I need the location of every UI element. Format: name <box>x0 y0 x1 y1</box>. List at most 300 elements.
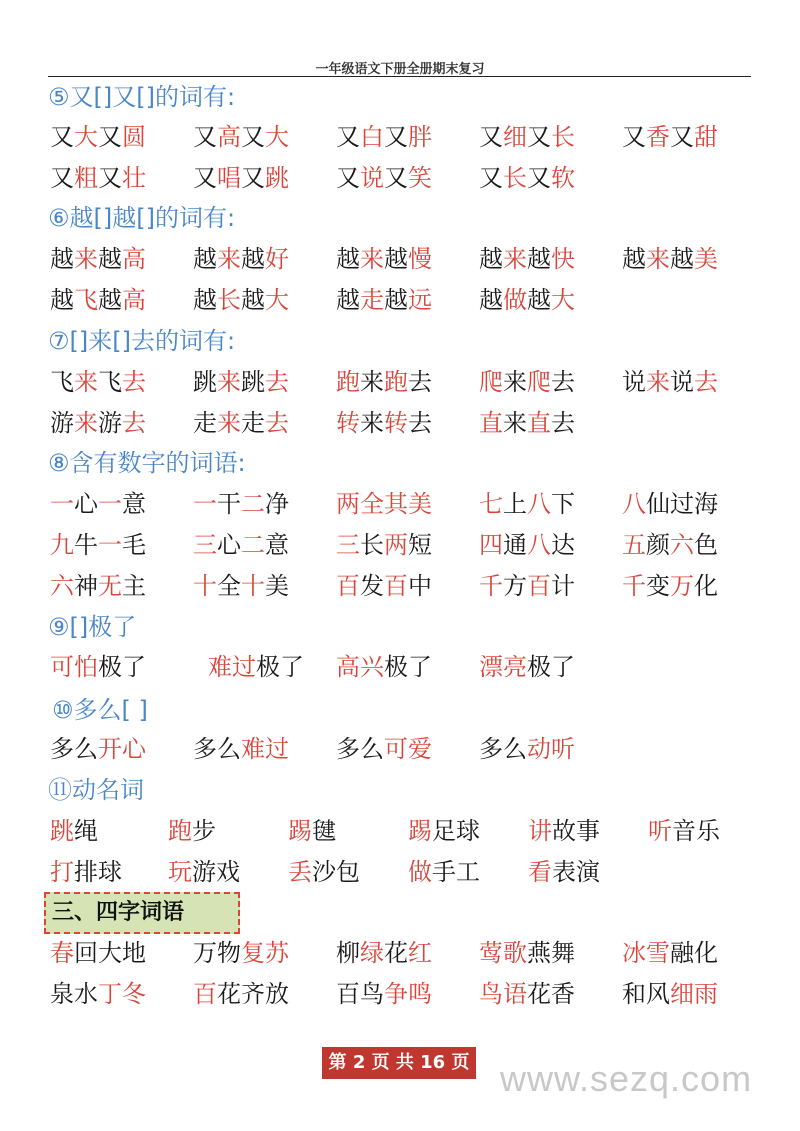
plain-char: 越 <box>670 245 694 273</box>
plain-char: 化 <box>694 572 718 600</box>
vocab-word <box>336 284 432 316</box>
vocab-word <box>622 488 718 520</box>
plain-char: 回大地 <box>74 939 146 967</box>
highlighted-char: 去 <box>122 409 146 437</box>
vocab-word <box>336 978 432 1010</box>
plain-char: 去 <box>551 409 575 437</box>
vocab-word <box>50 284 146 316</box>
vocab-word <box>50 856 122 888</box>
highlighted-char: 八 <box>527 490 551 518</box>
plain-char: 跳 <box>241 368 265 396</box>
plain-char: 来 <box>503 409 527 437</box>
plain-char: 全 <box>217 572 241 600</box>
highlighted-char: 一 <box>50 490 74 518</box>
plain-char: 短 <box>408 531 432 559</box>
highlighted-char: 两全其美 <box>336 490 432 518</box>
vocab-word <box>193 162 289 194</box>
highlighted-char: 来 <box>646 245 670 273</box>
highlighted-char: 去 <box>694 368 718 396</box>
highlighted-char: 听 <box>648 817 672 845</box>
plain-char: 故事 <box>552 817 600 845</box>
plain-char: 游 <box>98 409 122 437</box>
vocab-word <box>479 529 575 561</box>
plain-char: 走 <box>193 409 217 437</box>
plain-char: 越 <box>384 245 408 273</box>
highlighted-char: 十 <box>241 572 265 600</box>
plain-char: 燕舞 <box>527 939 575 967</box>
highlighted-char: 八 <box>527 531 551 559</box>
vocab-word <box>193 978 289 1010</box>
plain-char: 色 <box>694 531 718 559</box>
plain-char: 越 <box>336 286 360 314</box>
highlighted-char: 长 <box>503 164 527 192</box>
vocab-word <box>622 366 718 398</box>
vocab-word <box>622 937 718 969</box>
highlighted-char: 跳 <box>265 164 289 192</box>
plain-char: 颜 <box>646 531 670 559</box>
highlighted-char: 大 <box>551 286 575 314</box>
vocab-word <box>479 937 575 969</box>
plain-char: 中 <box>408 572 432 600</box>
vocab-word <box>336 407 432 439</box>
highlighted-char: 说 <box>360 164 384 192</box>
plain-char: 计 <box>551 572 575 600</box>
vocab-word <box>622 978 718 1010</box>
plain-char: 越 <box>98 286 122 314</box>
highlighted-char: 百 <box>193 980 217 1008</box>
plain-char: 又 <box>336 123 360 151</box>
plain-char: 越 <box>336 245 360 273</box>
highlighted-char: 一 <box>98 531 122 559</box>
vocab-word <box>479 284 575 316</box>
section-heading: ⑥越[]越[]的词有: <box>48 204 236 232</box>
vocab-word <box>622 570 718 602</box>
plain-char: 净 <box>265 490 289 518</box>
highlighted-char: 转 <box>336 409 360 437</box>
highlighted-char: 好 <box>265 245 289 273</box>
vocab-word <box>336 488 432 520</box>
highlighted-char: 一 <box>193 490 217 518</box>
plain-char: 走 <box>241 409 265 437</box>
vocab-word <box>479 121 575 153</box>
plain-char: 又 <box>50 164 74 192</box>
vocab-word <box>336 366 432 398</box>
highlighted-char: 讲 <box>528 817 552 845</box>
plain-char: 去 <box>408 368 432 396</box>
highlighted-char: 莺歌 <box>479 939 527 967</box>
vocab-word <box>50 407 146 439</box>
plain-char: 毛 <box>122 531 146 559</box>
vocab-word <box>50 529 146 561</box>
highlighted-char: 跑 <box>168 817 192 845</box>
highlighted-char: 踢 <box>408 817 432 845</box>
plain-char: 又 <box>479 123 503 151</box>
highlighted-char: 长 <box>551 123 575 151</box>
vocab-word <box>193 733 289 765</box>
vocab-word <box>479 570 575 602</box>
highlighted-char: 五 <box>622 531 646 559</box>
highlighted-char: 走 <box>360 286 384 314</box>
plain-char: 多么 <box>193 735 241 763</box>
vocab-word <box>50 121 146 153</box>
vocab-word <box>528 815 600 847</box>
highlighted-char: 可爱 <box>384 735 432 763</box>
highlighted-char: 二 <box>241 490 265 518</box>
plain-char: 心 <box>217 531 241 559</box>
vocab-word <box>479 366 575 398</box>
plain-char: 融化 <box>670 939 718 967</box>
vocab-word <box>336 937 432 969</box>
highlighted-char: 四 <box>479 531 503 559</box>
vocab-word <box>479 488 575 520</box>
plain-char: 花 <box>384 939 408 967</box>
highlighted-char: 软 <box>551 164 575 192</box>
plain-char: 越 <box>479 245 503 273</box>
highlighted-char: 来 <box>74 368 98 396</box>
highlighted-char: 来 <box>74 409 98 437</box>
plain-char: 又 <box>193 123 217 151</box>
plain-char: 意 <box>122 490 146 518</box>
highlighted-char: 直 <box>479 409 503 437</box>
vocab-word <box>336 162 432 194</box>
plain-char: 去 <box>551 368 575 396</box>
vocab-word <box>336 121 432 153</box>
highlighted-char: 笑 <box>408 164 432 192</box>
highlighted-char: 来 <box>503 245 527 273</box>
highlighted-char: 甜 <box>694 123 718 151</box>
plain-char: 又 <box>193 164 217 192</box>
plain-char: 又 <box>336 164 360 192</box>
plain-char: 意 <box>265 531 289 559</box>
highlighted-char: 去 <box>265 368 289 396</box>
site-watermark: www.sezq.com <box>500 1058 753 1099</box>
highlighted-char: 来 <box>217 245 241 273</box>
plain-char: 飞 <box>98 368 122 396</box>
plain-char: 排球 <box>74 858 122 886</box>
plain-char: 心 <box>74 490 98 518</box>
highlighted-char: 圆 <box>122 123 146 151</box>
plain-char: 游戏 <box>192 858 240 886</box>
highlighted-char: 转 <box>384 409 408 437</box>
plain-char: 又 <box>527 123 551 151</box>
highlighted-char: 大 <box>265 123 289 151</box>
vocab-word <box>193 284 289 316</box>
plain-char: 仙过海 <box>646 490 718 518</box>
highlighted-char: 高 <box>122 245 146 273</box>
plain-char: 下 <box>551 490 575 518</box>
plain-char: 音乐 <box>672 817 720 845</box>
highlighted-char: 千 <box>479 572 503 600</box>
plain-char: 长 <box>360 531 384 559</box>
vocab-word <box>288 856 360 888</box>
plain-char: 又 <box>50 123 74 151</box>
highlighted-char: 六 <box>50 572 74 600</box>
plain-char: 变 <box>646 572 670 600</box>
highlighted-char: 大 <box>265 286 289 314</box>
vocab-word <box>50 570 146 602</box>
highlighted-char: 万 <box>670 572 694 600</box>
vocab-word <box>479 978 575 1010</box>
highlighted-char: 玩 <box>168 858 192 886</box>
highlighted-char: 爬 <box>527 368 551 396</box>
vocab-word <box>50 366 146 398</box>
highlighted-char: 红 <box>408 939 432 967</box>
plain-char: 越 <box>193 245 217 273</box>
highlighted-char: 难过 <box>208 653 256 681</box>
plain-char: 和风 <box>622 980 670 1008</box>
highlighted-char: 高兴 <box>336 653 384 681</box>
highlighted-char: 长 <box>217 286 241 314</box>
highlighted-char: 慢 <box>408 245 432 273</box>
plain-char: 极了 <box>384 653 432 681</box>
plain-char: 发 <box>360 572 384 600</box>
highlighted-char: 动听 <box>527 735 575 763</box>
highlighted-char: 七 <box>479 490 503 518</box>
section-heading: ⑪动名词 <box>48 776 144 804</box>
plain-char: 花香 <box>527 980 575 1008</box>
highlighted-char: 胖 <box>408 123 432 151</box>
highlighted-char: 爬 <box>479 368 503 396</box>
highlighted-char: 粗 <box>74 164 98 192</box>
highlighted-char: 跳 <box>50 817 74 845</box>
vocab-word <box>479 733 575 765</box>
plain-char: 越 <box>193 286 217 314</box>
highlighted-char: 快 <box>551 245 575 273</box>
plain-char: 又 <box>384 123 408 151</box>
highlighted-char: 八 <box>622 490 646 518</box>
plain-char: 柳 <box>336 939 360 967</box>
vocab-word <box>168 815 216 847</box>
highlighted-char: 百 <box>527 572 551 600</box>
plain-char: 绳 <box>74 817 98 845</box>
section-heading-four-char-words: 三、四字词语 <box>44 892 240 934</box>
highlighted-char: 做 <box>503 286 527 314</box>
vocab-word <box>50 937 146 969</box>
document-header-title: 一年级语文下册全册期末复习 <box>315 62 485 77</box>
plain-char: 又 <box>98 123 122 151</box>
vocab-word <box>336 243 432 275</box>
plain-char: 又 <box>241 164 265 192</box>
highlighted-char: 香 <box>646 123 670 151</box>
highlighted-char: 飞 <box>74 286 98 314</box>
plain-char: 美 <box>265 572 289 600</box>
plain-char: 毽 <box>312 817 336 845</box>
vocab-word <box>50 488 146 520</box>
highlighted-char: 六 <box>670 531 694 559</box>
vocab-word <box>648 815 720 847</box>
plain-char: 沙包 <box>312 858 360 886</box>
vocab-word <box>622 243 718 275</box>
plain-char: 极了 <box>98 653 146 681</box>
highlighted-char: 直 <box>527 409 551 437</box>
highlighted-char: 来 <box>217 409 241 437</box>
plain-char: 又 <box>670 123 694 151</box>
plain-char: 去 <box>408 409 432 437</box>
vocab-word <box>50 978 146 1010</box>
highlighted-char: 壮 <box>122 164 146 192</box>
highlighted-char: 漂亮 <box>479 653 527 681</box>
plain-char: 又 <box>241 123 265 151</box>
highlighted-char: 复苏 <box>241 939 289 967</box>
plain-char: 足球 <box>432 817 480 845</box>
page-number-badge: 第 2 页 共 16 页 <box>322 1047 476 1079</box>
vocab-word <box>336 529 432 561</box>
highlighted-char: 来 <box>217 368 241 396</box>
vocab-word <box>208 651 304 683</box>
plain-char: 越 <box>241 245 265 273</box>
highlighted-char: 去 <box>265 409 289 437</box>
plain-char: 极了 <box>527 653 575 681</box>
highlighted-char: 白 <box>360 123 384 151</box>
plain-char: 越 <box>622 245 646 273</box>
plain-char: 来 <box>503 368 527 396</box>
highlighted-char: 百 <box>384 572 408 600</box>
plain-char: 主 <box>122 572 146 600</box>
highlighted-char: 可怕 <box>50 653 98 681</box>
vocab-word <box>50 243 146 275</box>
plain-char: 花齐放 <box>217 980 289 1008</box>
plain-char: 表演 <box>552 858 600 886</box>
plain-char: 又 <box>384 164 408 192</box>
highlighted-char: 来 <box>646 368 670 396</box>
plain-char: 极了 <box>256 653 304 681</box>
highlighted-char: 鸟语 <box>479 980 527 1008</box>
highlighted-char: 一 <box>98 490 122 518</box>
highlighted-char: 跑 <box>384 368 408 396</box>
vocab-word <box>50 651 146 683</box>
vocab-word <box>193 570 289 602</box>
highlighted-char: 无 <box>98 572 122 600</box>
plain-char: 说 <box>670 368 694 396</box>
plain-char: 步 <box>192 817 216 845</box>
vocab-word <box>193 243 289 275</box>
plain-char: 飞 <box>50 368 74 396</box>
highlighted-char: 来 <box>74 245 98 273</box>
highlighted-char: 春 <box>50 939 74 967</box>
plain-char: 手工 <box>432 858 480 886</box>
highlighted-char: 冰雪 <box>622 939 670 967</box>
plain-char: 干 <box>217 490 241 518</box>
vocab-word <box>479 651 575 683</box>
plain-char: 又 <box>527 164 551 192</box>
vocab-word <box>193 937 289 969</box>
plain-char: 跳 <box>193 368 217 396</box>
highlighted-char: 十 <box>193 572 217 600</box>
vocab-word <box>193 366 289 398</box>
header-divider <box>48 76 751 77</box>
plain-char: 通 <box>503 531 527 559</box>
highlighted-char: 去 <box>122 368 146 396</box>
plain-char: 多么 <box>50 735 98 763</box>
vocab-word <box>288 815 336 847</box>
plain-char: 越 <box>50 286 74 314</box>
highlighted-char: 美 <box>694 245 718 273</box>
plain-char: 又 <box>98 164 122 192</box>
vocab-word <box>408 815 480 847</box>
plain-char: 万物 <box>193 939 241 967</box>
vocab-word <box>336 733 432 765</box>
plain-char: 牛 <box>74 531 98 559</box>
vocab-word <box>336 651 432 683</box>
plain-char: 又 <box>479 164 503 192</box>
vocab-word <box>479 407 575 439</box>
section-heading: ⑨[]极了 <box>48 613 137 641</box>
vocab-word <box>193 407 289 439</box>
vocab-word <box>193 488 289 520</box>
plain-char: 神 <box>74 572 98 600</box>
plain-char: 来 <box>360 409 384 437</box>
vocab-word <box>479 162 575 194</box>
highlighted-char: 踢 <box>288 817 312 845</box>
highlighted-char: 看 <box>528 858 552 886</box>
highlighted-char: 难过 <box>241 735 289 763</box>
plain-char: 越 <box>241 286 265 314</box>
plain-char: 上 <box>503 490 527 518</box>
highlighted-char: 三 <box>193 531 217 559</box>
vocab-word <box>336 570 432 602</box>
highlighted-char: 高 <box>217 123 241 151</box>
plain-char: 泉水 <box>50 980 98 1008</box>
highlighted-char: 两 <box>384 531 408 559</box>
plain-char: 越 <box>527 286 551 314</box>
plain-char: 来 <box>360 368 384 396</box>
vocab-word <box>193 529 289 561</box>
section-heading: ⑤又[]又[]的词有: <box>48 83 236 111</box>
highlighted-char: 百 <box>336 572 360 600</box>
highlighted-char: 二 <box>241 531 265 559</box>
section-heading: ⑩多么[ ] <box>52 696 148 724</box>
highlighted-char: 争鸣 <box>384 980 432 1008</box>
highlighted-char: 千 <box>622 572 646 600</box>
highlighted-char: 细雨 <box>670 980 718 1008</box>
highlighted-char: 三 <box>336 531 360 559</box>
plain-char: 说 <box>622 368 646 396</box>
highlighted-char: 绿 <box>360 939 384 967</box>
highlighted-char: 开心 <box>98 735 146 763</box>
vocab-word <box>528 856 600 888</box>
highlighted-char: 唱 <box>217 164 241 192</box>
plain-char: 方 <box>503 572 527 600</box>
highlighted-char: 丁冬 <box>98 980 146 1008</box>
vocab-word <box>168 856 240 888</box>
plain-char: 多么 <box>479 735 527 763</box>
plain-char: 又 <box>622 123 646 151</box>
vocab-word <box>50 733 146 765</box>
plain-char: 越 <box>50 245 74 273</box>
plain-char: 游 <box>50 409 74 437</box>
highlighted-char: 大 <box>74 123 98 151</box>
plain-char: 多么 <box>336 735 384 763</box>
plain-char: 达 <box>551 531 575 559</box>
highlighted-char: 来 <box>360 245 384 273</box>
vocab-word <box>193 121 289 153</box>
plain-char: 百鸟 <box>336 980 384 1008</box>
vocab-word <box>622 529 718 561</box>
highlighted-char: 跑 <box>336 368 360 396</box>
plain-char: 越 <box>384 286 408 314</box>
highlighted-char: 细 <box>503 123 527 151</box>
highlighted-char: 高 <box>122 286 146 314</box>
highlighted-char: 丢 <box>288 858 312 886</box>
vocab-word <box>479 243 575 275</box>
highlighted-char: 打 <box>50 858 74 886</box>
vocab-word <box>408 856 480 888</box>
highlighted-char: 九 <box>50 531 74 559</box>
section-heading: ⑦[]来[]去的词有: <box>48 327 236 355</box>
vocab-word <box>50 815 98 847</box>
plain-char: 越 <box>479 286 503 314</box>
plain-char: 越 <box>98 245 122 273</box>
